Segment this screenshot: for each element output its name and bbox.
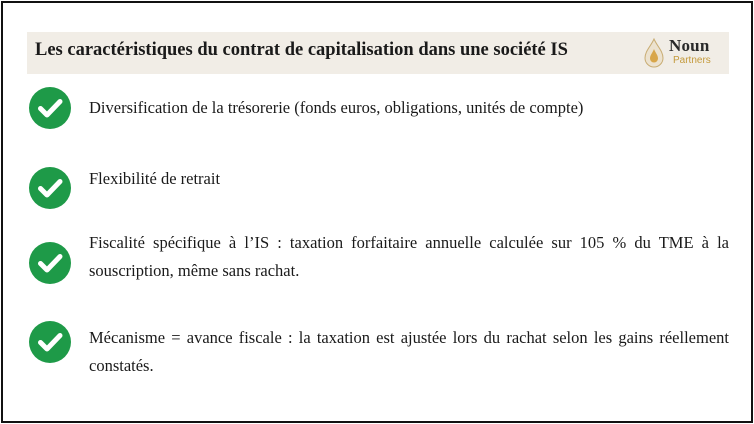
list-item-text: Diversification de la trésorerie (fonds euros, obligations, unités de compte) (89, 98, 584, 117)
logo-subtitle: Partners (673, 55, 711, 66)
list-item-text: Mécanisme = avance fiscale : la taxation est ajustée lors du rachat selon les gains réellement constatés. (89, 328, 729, 375)
check-circle-icon (29, 167, 71, 209)
check-circle-icon (29, 87, 71, 129)
page-title: Les caractéristiques du contrat de capitalisation dans une société IS (35, 40, 568, 60)
oil-drop-icon (643, 38, 665, 68)
logo (643, 35, 727, 71)
list-item-text: Flexibilité de retrait (89, 169, 221, 188)
check-circle-icon (29, 242, 71, 284)
check-circle-icon (29, 321, 71, 363)
list-item-text: Fiscalité spécifique à l’IS : taxation forfaitaire annuelle calculée sur 105 % du TME à la souscription, même sans rachat. (89, 233, 729, 280)
header-bar (27, 32, 729, 74)
logo-name: Noun (669, 36, 710, 55)
slide (1, 1, 753, 423)
